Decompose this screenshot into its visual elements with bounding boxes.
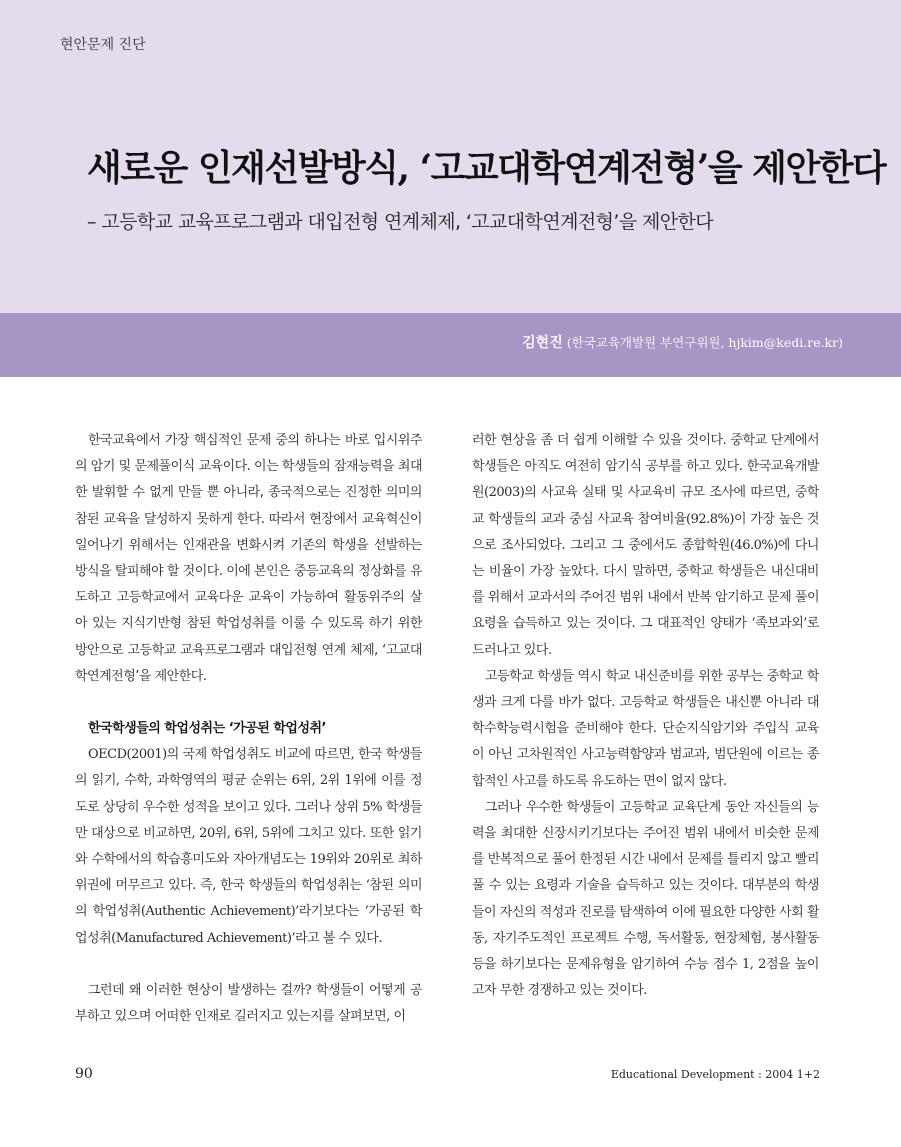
- author-affiliation: (한국교육개발원 부연구위원, hjkim@kedi.re.kr): [566, 335, 843, 350]
- body-paragraph: 고등학교 학생들 역시 학교 내신준비를 위한 공부는 중학교 학생과 크게 다를 바가 없다. 고등학교 학생들은 내신뿐 아니라 대학수학능력시험을 준비해야 한다. 단순지식암기와 주입식 교육이 아닌 고차원적인 사고능력함양과 범교과, 범단원에 이르는 종합적인 사고를 하도록 유도하는 면이 없지 않다.: [472, 668, 819, 789]
- article-subtitle: – 고등학교 교육프로그램과 대입전형 연계체제, ‘고교대학연계전형’을 제안한다: [87, 211, 713, 233]
- body-paragraph: 그런데 왜 이러한 현상이 발생하는 걸까? 학생들이 어떻게 공부하고 있으며 어떠한 인재로 길러지고 있는지를 살펴보면, 이: [75, 982, 422, 1025]
- body-paragraph: 그러나 우수한 학생들이 고등학교 교육단계 동안 자신들의 능력을 최대한 신장시키기보다는 주어진 범위 내에서 비슷한 문제를 반복적으로 풀어 한정된 시간 내에서 문제를 틀리지 않고 빨리 풀 수 있는 요령과 기술을 습득하고 있는 것이다. 대부분의 학생들이 자신의 적성과 진로를 탐색하여 이에 필요한 다양한 사회 활동, 자기주도적인 프로젝트 수행, 독서활동, 현장체험, 봉사활동 등을 하기보다는 문제유형을 암기하여 수능 점수 1, 2점을 높이고자 무한 경쟁하고 있는 것이다.: [472, 799, 819, 999]
- author-name: 김현진: [522, 335, 563, 351]
- section-label: 현안문제 진단: [60, 37, 146, 53]
- page-number: 90: [75, 1066, 93, 1082]
- author-band: [0, 313, 901, 377]
- title-banner: [0, 0, 901, 313]
- right-column: [472, 428, 819, 1004]
- author-line: [522, 332, 843, 352]
- article-title: 새로운 인재선발방식, ‘고교대학연계전형’을 제안한다: [87, 147, 886, 189]
- journal-footer: Educational Development : 2004 1+2: [610, 1068, 820, 1081]
- intro-paragraph: 한국교육에서 가장 핵심적인 문제 중의 하나는 바로 입시위주의 암기 및 문제풀이식 교육이다. 이는 학생들의 잠재능력을 최대한 발휘할 수 없게 만들 뿐 아니라, 종국적으로는 진정한 의미의 참된 교육을 달성하지 못하게 한다. 따라서 현장에서 교육혁신이 일어나기 위해서는 인재관을 변화시켜 기존의 학생을 선발하는 방식을 탈피해야 할 것이다. 이에 본인은 중등교육의 정상화를 유도하고 고등학교에서 교육다운 교육이 가능하여 활동위주의 살아 있는 지식기반형 참된 학업성취를 이룰 수 있도록 하기 위한 방안으로 고등학교 교육프로그램과 대입전형 연계 체제, ‘고교대학연계전형’을 제안한다.: [75, 433, 422, 684]
- section-heading: 한국학생들의 학업성취는 ‘가공된 학업성취’: [88, 721, 326, 737]
- body-paragraph: OECD(2001)의 국제 학업성취도 비교에 따르면, 한국 학생들의 읽기, 수학, 과학영역의 평균 순위는 6위, 2위 1위에 이를 정도로 상당히 우수한 성적을 보이고 있다. 그러나 상위 5% 학생들만 대상으로 비교하면, 20위, 6위, 5위에 그치고 있다. 또한 읽기와 수학에서의 학습흥미도와 자아개념도는 19위와 20위로 최하위권에 머무르고 있다. 즉, 한국 학생들의 학업성취는 ‘참된 의미의 학업성취(Authentic Achievement)’라기보다는 ‘가공된 학업성취(Manufactured Achievement)’라고 볼 수 있다.: [75, 747, 422, 946]
- left-column: [75, 428, 422, 1030]
- body-paragraph: 러한 현상을 좀 더 쉽게 이해할 수 있을 것이다. 중학교 단계에서 학생들은 아직도 여전히 암기식 공부를 하고 있다. 한국교육개발원(2003)의 사교육 실태 및 사교육비 규모 조사에 따르면, 중학교 학생들의 교과 중심 사교육 참여비율(92.8%)이 가장 높은 것으로 조사되었다. 그리고 그 중에서도 종합학원(46.0%)에 다니는 비율이 가장 높았다. 다시 말하면, 중학교 학생들은 내신대비를 위해서 교과서의 주어진 범위 내에서 반복 암기하고 문제 풀이 요령을 습득하고 있는 것이다. 그 대표적인 양태가 ‘족보과외’로 드러나고 있다.: [472, 433, 819, 658]
